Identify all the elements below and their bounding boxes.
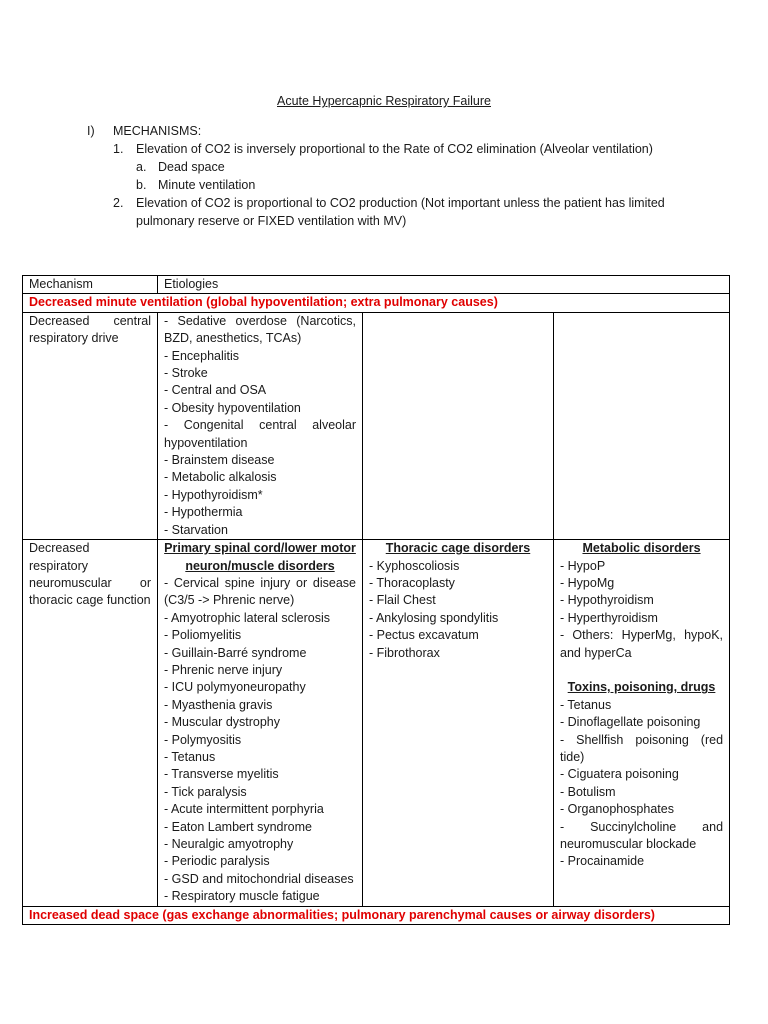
outline-item-1 [87,140,665,158]
list-item: - Brainstem disease [164,453,275,468]
list-item: - Myasthenia gravis [164,697,273,712]
item-marker: 2. [113,196,124,210]
list-item: - Others: HyperMg, hypoK, and hyperCa [560,628,724,660]
list-item: - Neuralgic amyotrophy [164,837,294,851]
list-item: - Ankylosing spondylitis [369,610,499,625]
list-item: - Encephalitis [164,348,240,363]
list-item: - Ciguatera poisoning [560,767,679,782]
section-label: MECHANISMS: [113,124,202,138]
metabolic-toxins-cell [554,540,730,907]
list-item: - Eaton Lambert syndrome [164,819,312,834]
list-item: - Congenital central alveolar hypoventilation [164,418,356,450]
header-mechanism: Mechanism [23,276,158,294]
document-title: Acute Hypercapnic Respiratory Failure [277,94,491,108]
outline-item-2 [87,194,665,212]
category-row-minute-ventilation [23,294,730,312]
list-item: - Flail Chest [369,593,436,608]
etiologies-table [22,275,730,925]
item-marker: 1. [113,142,124,156]
list-item: - Botulism [560,784,616,799]
mechanism-cell: Decreased respiratory neuromuscular or thoracic cage function [23,540,158,907]
list-item: - HypoMg [560,575,615,590]
mechanisms-outline [87,122,665,230]
header-etiologies: Etiologies [158,276,730,294]
table-row-central-drive [23,312,730,539]
table-row-neuromuscular [23,540,730,907]
list-item: - Starvation [164,522,228,537]
item-text: Elevation of CO2 is inversely proportional to the Rate of CO2 elimination (Alveolar ventilation) [136,142,653,156]
list-item: - Fibrothorax [369,645,440,660]
list-item: - Sedative overdose (Narcotics, BZD, anesthetics, TCAs) [164,313,356,346]
table-header-row [23,276,730,294]
list-item: - GSD and mitochondrial diseases [164,871,354,886]
empty-cell [363,312,554,539]
list-item: - Amyotrophic lateral sclerosis [164,610,331,625]
list-item: - ICU polymyoneuropathy [164,680,306,695]
list-item: - Polymyositis [164,732,242,747]
list-item: - Respiratory muscle fatigue [164,889,320,904]
thoracic-cage-disorders-cell [363,540,554,907]
list-item: - Obesity hypoventilation [164,400,301,415]
subitem-text: Dead space [158,160,225,174]
list-item: - Organophosphates [560,802,674,817]
list-item: - Hypothyroidism* [164,487,263,502]
category-label: Decreased minute ventilation (global hypoventilation; extra pulmonary causes) [23,294,730,312]
category-heading: Primary spinal cord/lower motor neuron/muscle disorders [164,541,356,573]
list-item: - Stroke [164,366,208,381]
spacer [560,662,723,679]
list-item: - Guillain-Barré syndrome [164,645,307,660]
section-heading [87,122,665,140]
outline-subitem-a [87,158,665,176]
list-item: - Phrenic nerve injury [164,662,283,677]
list-item: - Tetanus [560,697,612,712]
list-item: - Succinylcholine and neuromuscular blockade [560,819,724,851]
list-item: - Muscular dystrophy [164,715,281,730]
list-item: - Acute intermittent porphyria [164,802,324,817]
list-item: - Shellfish poisoning (red tide) [560,732,724,764]
empty-cell [554,312,730,539]
list-item: - Poliomyelitis [164,628,242,643]
list-item: - Hypothyroidism [560,593,654,608]
mechanism-cell: Decreased central respiratory drive [23,312,158,539]
list-item: - Pectus excavatum [369,628,479,643]
outline-subitem-b [87,176,665,194]
list-item: - HypoP [560,558,606,573]
subitem-marker: b. [136,178,147,192]
spinal-cord-disorders-cell [158,540,363,907]
list-item: - Procainamide [560,854,645,869]
list-item: - Periodic paralysis [164,854,270,869]
list-item: - Metabolic alkalosis [164,470,277,485]
category-heading: Toxins, poisoning, drugs [567,680,716,695]
section-marker: I) [87,124,95,138]
etiologies-cell [158,312,363,539]
list-item: - Thoracoplasty [369,575,455,590]
list-item: - Tick paralysis [164,784,247,799]
category-heading: Thoracic cage disorders [385,541,531,556]
category-row-dead-space [23,906,730,924]
list-item: - Central and OSA [164,383,267,398]
list-item: - Tetanus [164,749,216,764]
outline-item-2-continued: pulmonary reserve or FIXED ventilation with MV) [136,214,407,228]
item-text: Elevation of CO2 is proportional to CO2 production (Not important unless the patient has limited [136,196,665,210]
list-item: - Kyphoscoliosis [369,558,460,573]
list-item: - Cervical spine injury or disease (C3/5 -> Phrenic nerve) [164,575,356,608]
list-item: - Hyperthyroidism [560,610,658,625]
subitem-text: Minute ventilation [158,178,256,192]
subitem-marker: a. [136,160,147,174]
category-label: Increased dead space (gas exchange abnormalities; pulmonary parenchymal causes or airway disorders) [23,906,730,924]
category-heading: Metabolic disorders [582,541,701,556]
list-item: - Transverse myelitis [164,767,279,782]
list-item: - Dinoflagellate poisoning [560,715,701,730]
list-item: - Hypothermia [164,505,243,520]
